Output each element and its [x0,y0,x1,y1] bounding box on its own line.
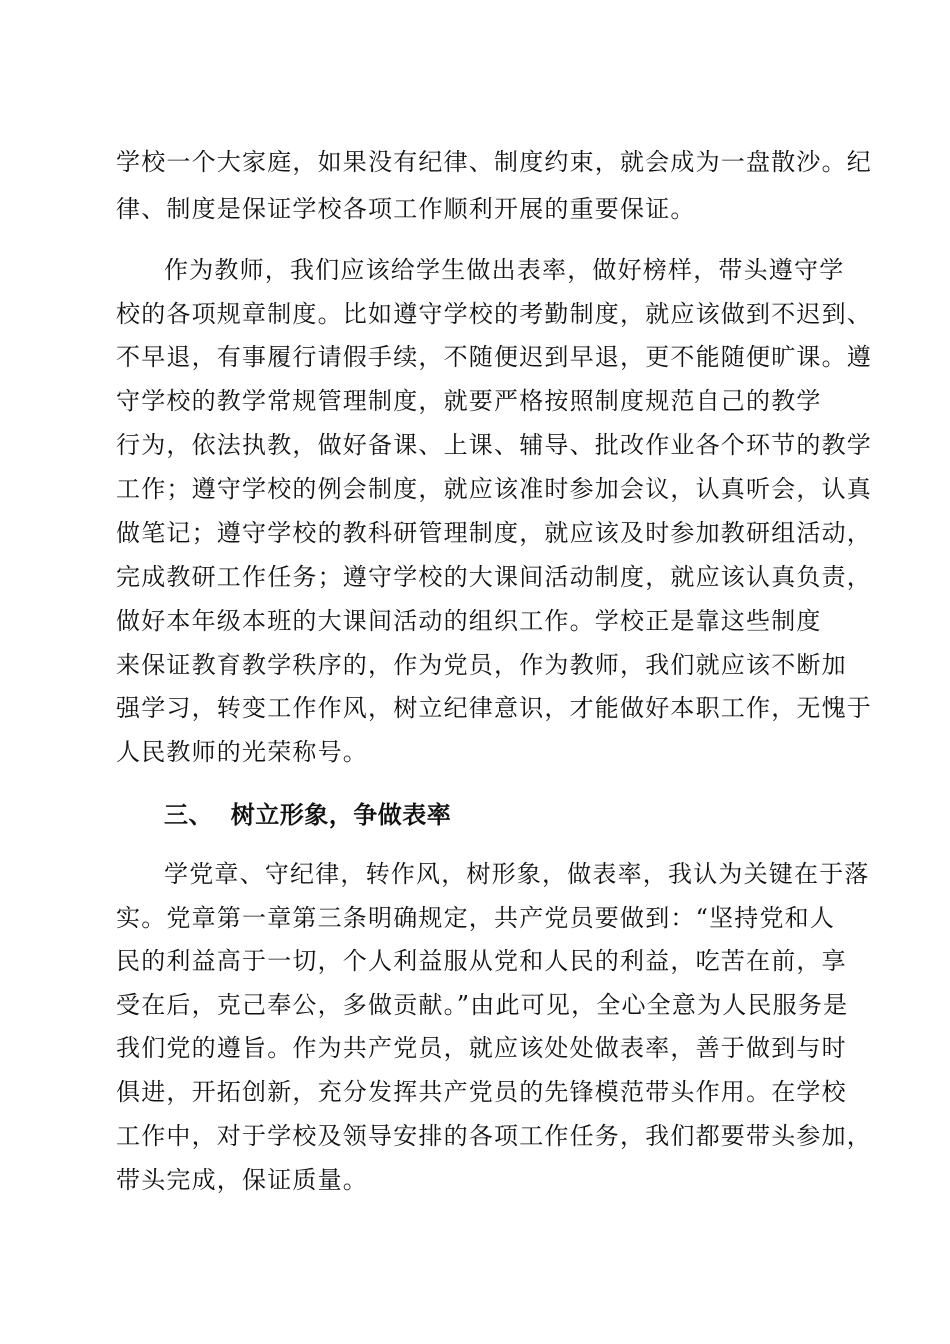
paragraph-3-line-8: 带头完成，保证质量。 [116,1166,368,1194]
section-heading-3: 三、 树立形象，争做表率 [164,801,452,829]
paragraph-3-line-2: 实。党章第一章第三条明确规定，共产党员要做到：“坚持党和人 [116,904,836,932]
paragraph-2-line-4: 守学校的教学常规管理制度，就要严格按照制度规范自己的教学 [116,387,822,415]
paragraph-2-line-6: 工作；遵守学校的例会制度，就应该准时参加会议，认真听会，认真 [116,475,872,503]
paragraph-2-line-11: 强学习，转变工作作风，树立纪律意识，才能做好本职工作，无愧于 [116,694,872,722]
paragraph-2-line-10: 来保证教育教学秩序的，作为党员，作为教师，我们就应该不断加 [116,651,847,679]
paragraph-3-line-7: 工作中，对于学校及领导安排的各项工作任务，我们都要带头参加， [116,1122,872,1150]
paragraph-1-line-2: 律、制度是保证学校各项工作顺利开展的重要保证。 [116,195,696,223]
paragraph-2-line-2: 校的各项规章制度。比如遵守学校的考勤制度，就应该做到不迟到、 [116,300,872,328]
paragraph-2-line-5: 行为，依法执教，做好备课、上课、辅导、批改作业各个环节的教学 [116,431,872,459]
paragraph-2-line-8: 完成教研工作任务；遵守学校的大课间活动制度，就应该认真负责， [116,563,872,591]
paragraph-2-line-7: 做笔记；遵守学校的教科研管理制度，就应该及时参加教研组活动， [116,519,872,547]
paragraph-2-line-9: 做好本年级本班的大课间活动的组织工作。学校正是靠这些制度 [116,607,822,635]
paragraph-3-line-4: 受在后，克己奉公，多做贡献。”由此可见，全心全意为人民服务是 [116,991,849,1019]
paragraph-3-line-3: 民的利益高于一切，个人利益服从党和人民的利益，吃苦在前，享 [116,947,847,975]
paragraph-3-line-1: 学党章、守纪律，转作风，树形象，做表率，我认为关键在于落 [164,860,870,888]
paragraph-2-line-3: 不早退，有事履行请假手续，不随便迟到早退，更不能随便旷课。遵 [116,343,872,371]
paragraph-3-line-5: 我们党的遵旨。作为共产党员，就应该处处做表率，善于做到与时 [116,1034,847,1062]
paragraph-2-line-1: 作为教师，我们应该给学生做出表率，做好榜样，带头遵守学 [164,256,845,284]
paragraph-2-line-12: 人民教师的光荣称号。 [116,738,368,766]
paragraph-1-line-1: 学校一个大家庭，如果没有纪律、制度约束，就会成为一盘散沙。纪 [116,148,872,176]
paragraph-3-line-6: 俱进，开拓创新，充分发挥共产党员的先锋模范带头作用。在学校 [116,1078,847,1106]
